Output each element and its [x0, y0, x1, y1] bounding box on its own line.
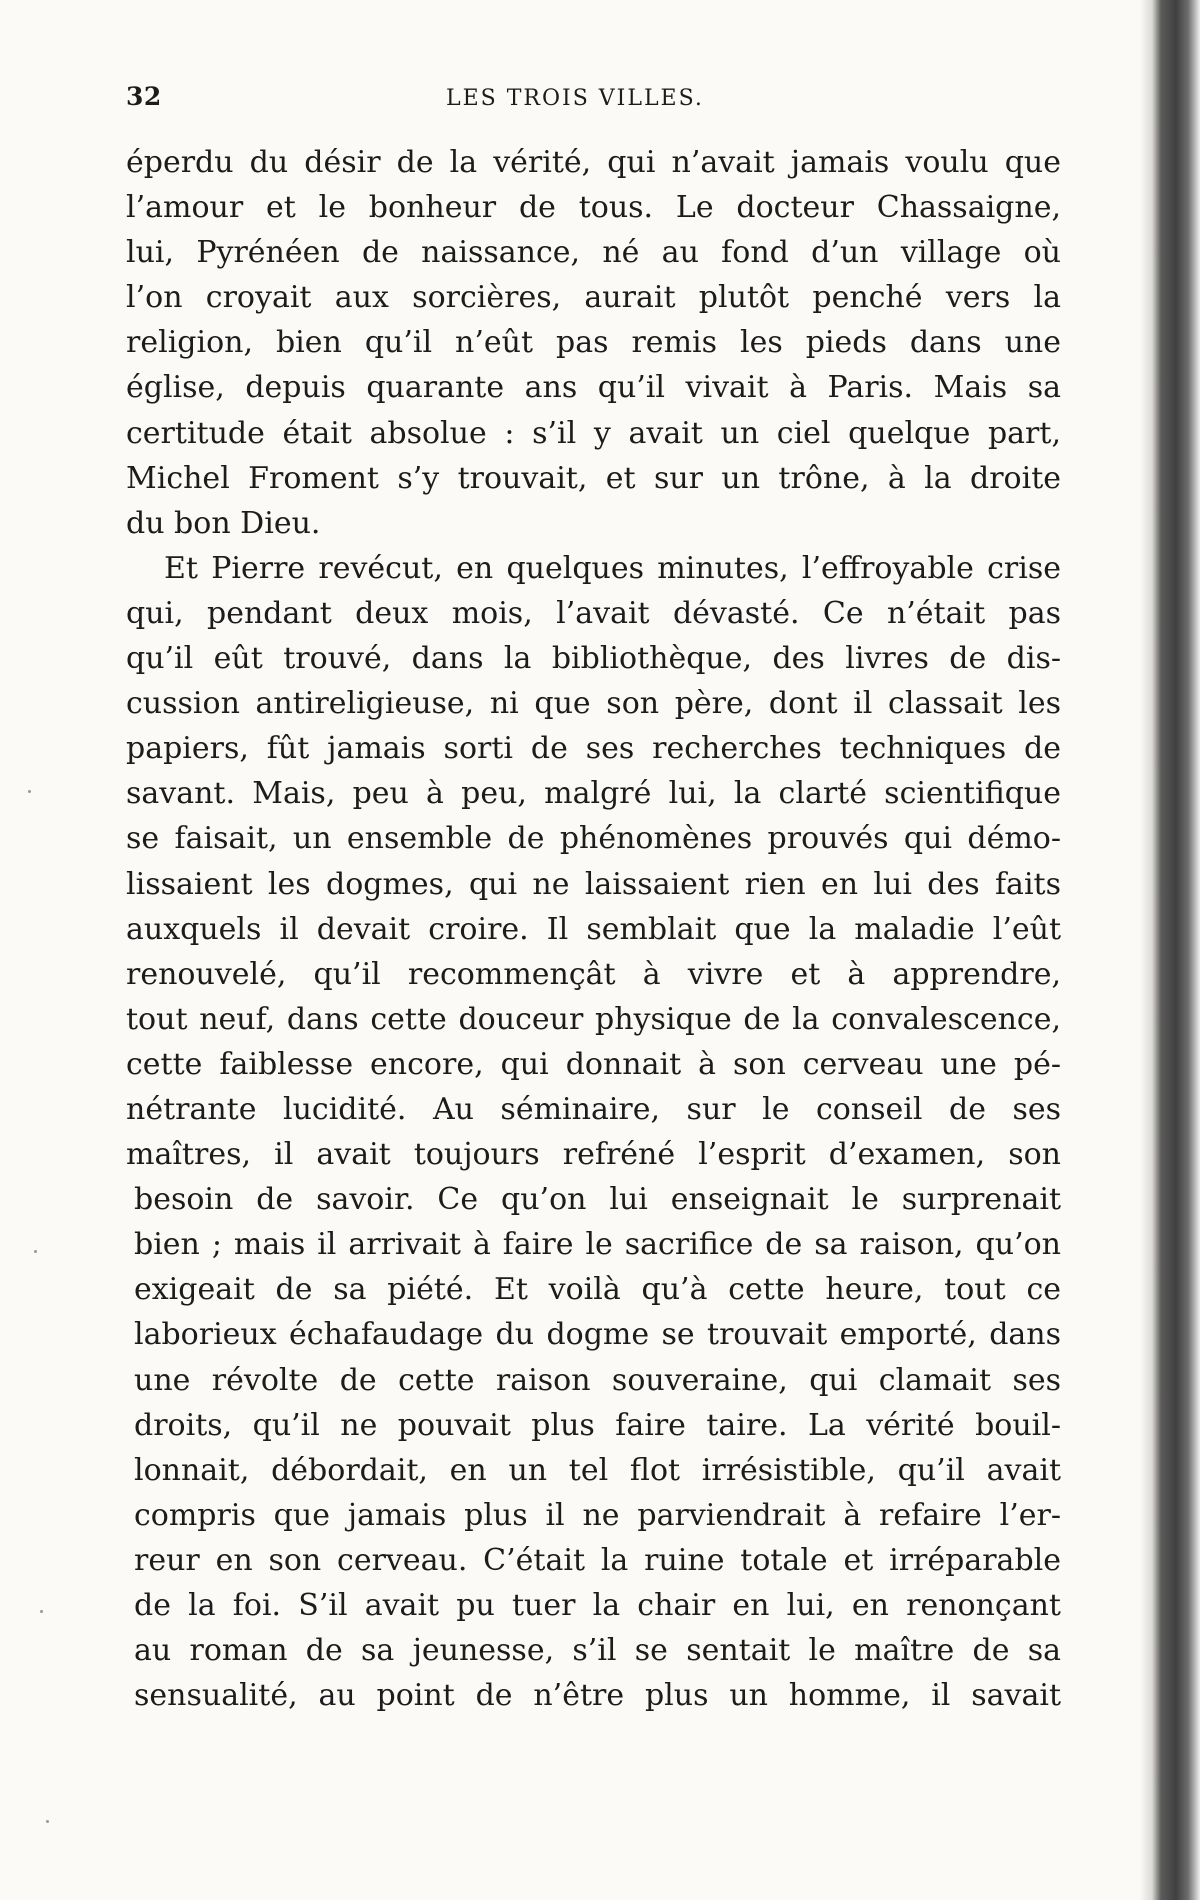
text-line: savant. Mais, peu à peu, malgré lui, la clarté scientifique	[126, 776, 1061, 812]
page-header	[126, 82, 1066, 118]
text-line: nétrante lucidité. Au séminaire, sur le conseil de ses	[126, 1091, 1061, 1127]
paper-speck	[46, 1820, 49, 1823]
paper-speck	[28, 790, 31, 793]
text-line: droits, qu’il ne pouvait plus faire taire. La vérité bouil-	[134, 1407, 1061, 1443]
text-line: cussion antireligieuse, ni que son père, dont il classait les	[126, 686, 1061, 722]
text-line: sensualité, au point de n’être plus un homme, il savait	[134, 1678, 1061, 1714]
paper-speck	[34, 1250, 37, 1253]
body-text	[126, 140, 1061, 1718]
text-line: du bon Dieu.	[126, 505, 321, 541]
text-line: exigeait de sa piété. Et voilà qu’à cette heure, tout ce	[134, 1272, 1061, 1308]
book-binding-edge	[1140, 0, 1200, 1900]
text-line: une révolte de cette raison souveraine, qui clamait ses	[134, 1362, 1061, 1398]
text-line: l’amour et le bonheur de tous. Le docteur Chassaigne,	[126, 190, 1061, 226]
text-line: Michel Froment s’y trouvait, et sur un trône, à la droite	[126, 460, 1061, 496]
text-line: lissaient les dogmes, qui ne laissaient rien en lui des faits	[126, 866, 1061, 902]
text-line: bien ; mais il arrivait à faire le sacrifice de sa raison, qu’on	[134, 1227, 1061, 1263]
running-title: LES TROIS VILLES.	[446, 86, 704, 111]
paragraph-start-line: Et Pierre revécut, en quelques minutes, l’effroyable crise	[164, 550, 1061, 586]
text-line: religion, bien qu’il n’eût pas remis les pieds dans une	[126, 325, 1061, 361]
text-line: auxquels il devait croire. Il semblait que la maladie l’eût	[126, 911, 1061, 947]
text-line: au roman de sa jeunesse, s’il se sentait le maître de sa	[134, 1633, 1061, 1669]
text-line: se faisait, un ensemble de phénomènes prouvés qui démo-	[126, 821, 1061, 857]
text-line: reur en son cerveau. C’était la ruine totale et irréparable	[134, 1542, 1061, 1578]
text-line: l’on croyait aux sorcières, aurait plutôt penché vers la	[126, 280, 1061, 316]
text-line: qui, pendant deux mois, l’avait dévasté. Ce n’était pas	[126, 595, 1061, 631]
text-line: église, depuis quarante ans qu’il vivait à Paris. Mais sa	[126, 370, 1061, 406]
text-line: maîtres, il avait toujours refréné l’esprit d’examen, son	[126, 1137, 1061, 1173]
text-line: compris que jamais plus il ne parviendrait à refaire l’er-	[134, 1497, 1061, 1533]
page-number: 32	[126, 82, 162, 111]
text-line: tout neuf, dans cette douceur physique de la convalescence,	[126, 1001, 1061, 1037]
text-line: lonnait, débordait, en un tel flot irrésistible, qu’il avait	[134, 1452, 1061, 1488]
text-line: certitude était absolue : s’il y avait un ciel quelque part,	[126, 415, 1061, 451]
paper-speck	[40, 1610, 43, 1613]
text-line: besoin de savoir. Ce qu’on lui enseignait le surprenait	[134, 1182, 1061, 1218]
text-line: papiers, fût jamais sorti de ses recherches techniques de	[126, 731, 1061, 767]
text-line: renouvelé, qu’il recommençât à vivre et à apprendre,	[126, 956, 1061, 992]
text-line: qu’il eût trouvé, dans la bibliothèque, des livres de dis-	[126, 641, 1061, 677]
text-line: de la foi. S’il avait pu tuer la chair en lui, en renonçant	[134, 1588, 1061, 1623]
text-line: lui, Pyrénéen de naissance, né au fond d’un village où	[126, 235, 1061, 271]
text-line: éperdu du désir de la vérité, qui n’avait jamais voulu que	[126, 145, 1061, 180]
text-line: cette faiblesse encore, qui donnait à son cerveau une pé-	[126, 1046, 1061, 1082]
text-line: laborieux échafaudage du dogme se trouvait emporté, dans	[134, 1317, 1061, 1353]
